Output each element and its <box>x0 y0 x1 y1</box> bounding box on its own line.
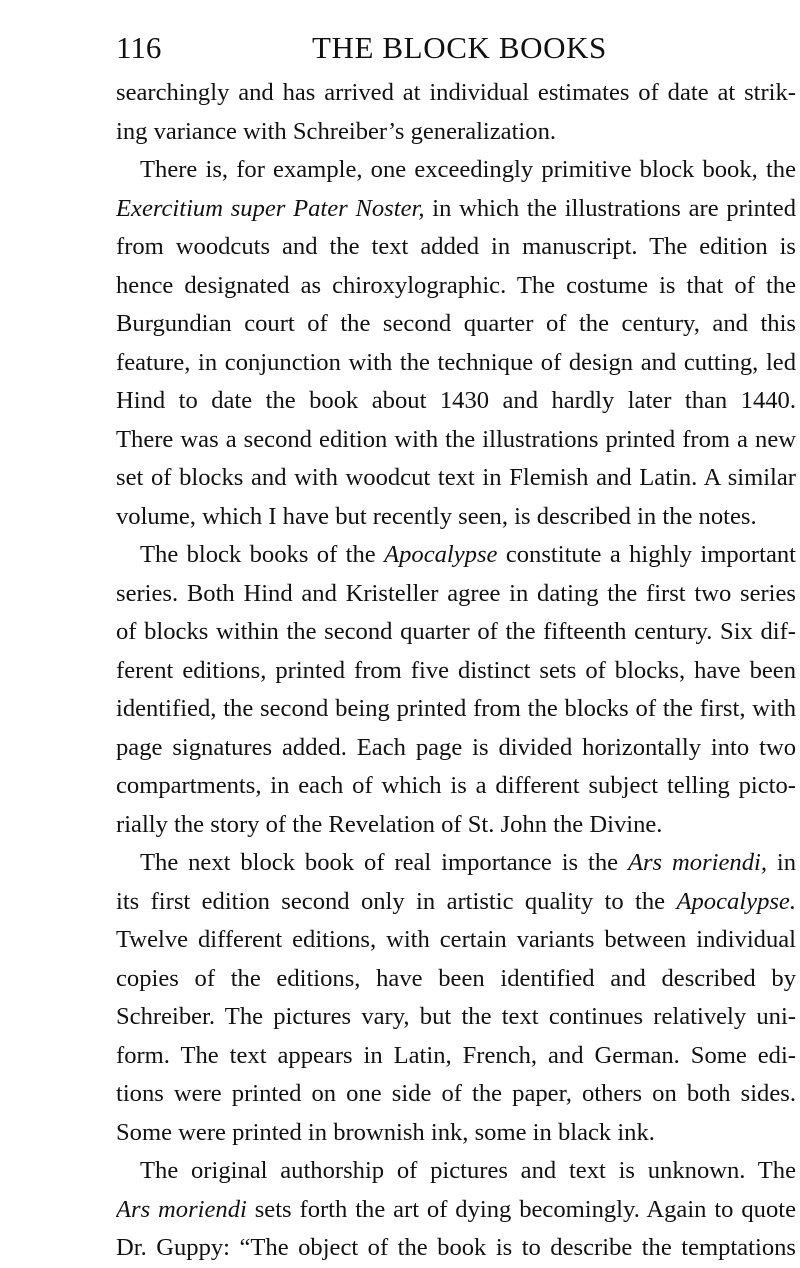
text-line: feature, in conjunction with the technique of design and cutting, led <box>116 348 796 376</box>
page-number: 116 <box>116 30 162 65</box>
text-line: set of blocks and with woodcut text in Flemish and Latin. A similar <box>116 464 796 491</box>
text-line: ing variance with Schreiber’s generalization. <box>116 117 557 145</box>
text-line: form. The text appears in Latin, French, and German. Some edi- <box>116 1041 796 1069</box>
book-title-apocalypse: Apocalypse. <box>676 887 796 915</box>
text-line: tions were printed on one side of the paper, others on both sides. <box>116 1080 796 1107</box>
text-line: Hind to date the book about 1430 and hardly later than 1440. <box>116 387 796 414</box>
running-head <box>116 28 800 68</box>
book-title-ars-moriendi: Ars moriendi, <box>627 849 767 876</box>
text-line: series. Both Hind and Kristeller agree in dating the first two series <box>116 579 796 607</box>
text-line: Exercitium super Pater Noster, in which the illustrations are printed <box>116 194 796 222</box>
text-line: page signatures added. Each page is divided horizontally into two <box>116 733 796 761</box>
text-line: volume, which I have but recently seen, is described in the notes. <box>116 502 757 530</box>
text-line: Schreiber. The pictures vary, but the text continues relatively uni- <box>116 1003 796 1030</box>
body-text <box>116 74 796 1268</box>
text-line: Twelve different editions, with certain variants between individual <box>116 926 796 953</box>
text-line: There was a second edition with the illustrations printed from a new <box>116 425 796 453</box>
text-line: rially the story of the Revelation of St. John the Divine. <box>116 810 663 838</box>
text-line: The next block book of real importance is the Ars moriendi, in <box>140 849 796 876</box>
book-title-exercitium: Exercitium super Pater Noster, <box>116 194 425 222</box>
text-line: Dr. Guppy: “The object of the book is to describe the temptations <box>116 1234 796 1261</box>
running-title: THE BLOCK BOOKS <box>312 30 607 65</box>
text-line: identified, the second being printed from the blocks of the first, with <box>116 695 796 722</box>
text-line: Burgundian court of the second quarter of the century, and this <box>116 310 796 337</box>
text-line: hence designated as chiroxylographic. The costume is that of the <box>116 271 796 299</box>
text-line: Ars moriendi sets forth the art of dying becomingly. Again to quote <box>116 1195 796 1223</box>
text-line: There is, for example, one exceedingly primitive block book, the <box>140 156 796 183</box>
text-line: The original authorship of pictures and text is unknown. The <box>140 1157 796 1184</box>
text-line: The block books of the Apocalypse constitute a highly important <box>140 541 796 568</box>
text-line: searchingly and has arrived at individual estimates of date at strik- <box>116 79 796 106</box>
text-line: its first edition second only in artistic quality to the Apocalypse. <box>116 887 796 915</box>
book-title-apocalypse: Apocalypse <box>384 541 498 568</box>
text-line: ferent editions, printed from five distinct sets of blocks, have been <box>116 656 796 684</box>
text-line: compartments, in each of which is a different subject telling picto- <box>116 772 796 799</box>
text-line: from woodcuts and the text added in manuscript. The edition is <box>116 233 796 260</box>
text-line: copies of the editions, have been identified and described by <box>116 964 796 992</box>
book-title-ars-moriendi: Ars moriendi <box>116 1195 247 1223</box>
text-line: of blocks within the second quarter of the fifteenth century. Six dif- <box>116 618 796 645</box>
text-line: Some were printed in brownish ink, some in black ink. <box>116 1118 655 1146</box>
